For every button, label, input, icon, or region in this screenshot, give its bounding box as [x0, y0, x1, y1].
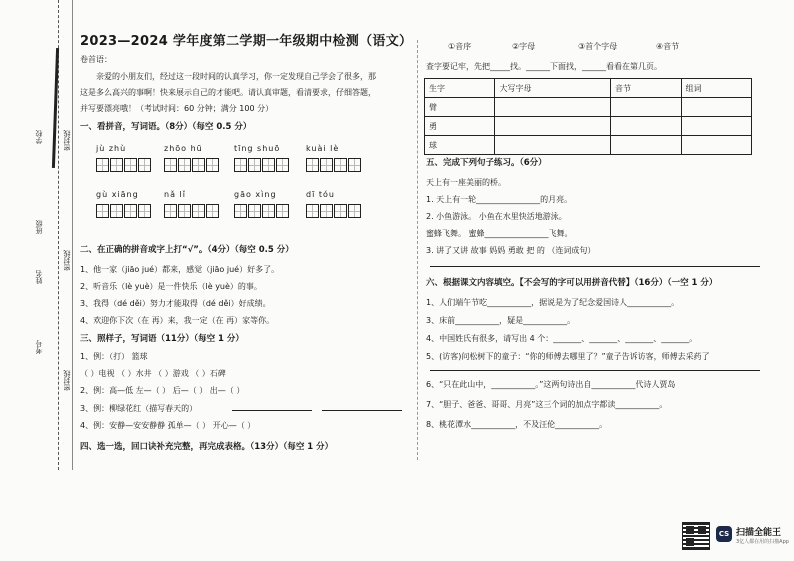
s6-line-5: 5、(访客)问松树下的童子：“你的师傅去哪里了？”童子告诉访客，师傅去采药了	[426, 352, 710, 361]
s5-line-3: 2. 小鱼游泳。 小鱼在水里快活地游泳。	[426, 212, 567, 221]
writing-box[interactable]	[124, 204, 137, 218]
writing-box[interactable]	[110, 158, 123, 172]
binding-label-seal: 密封线	[63, 130, 71, 151]
qr-code-icon	[682, 522, 710, 550]
writing-box[interactable]	[320, 204, 333, 218]
s2-line-2: 2、听音乐（lè yuè）是一件快乐（lè yuè）的事。	[80, 282, 262, 291]
writing-box[interactable]	[276, 158, 289, 172]
table-header-row	[425, 79, 752, 98]
s3-line-3: 2、例：高—低 左—（ ） 后—（ ） 出—（ ）	[80, 386, 245, 395]
table-row	[425, 136, 752, 155]
writing-box[interactable]	[248, 158, 261, 172]
scanner-watermark	[682, 522, 789, 552]
s5-line-2: 1. 天上有一轮________________的月亮。	[426, 195, 573, 204]
answer-line[interactable]	[430, 266, 760, 267]
table-header-cell: 音节	[611, 79, 681, 98]
writing-box[interactable]	[178, 158, 191, 172]
writing-box[interactable]	[138, 158, 151, 172]
pinyin-5: gù xiāng	[96, 190, 139, 199]
s5-line-1: 天上有一座美丽的桥。	[426, 178, 506, 187]
section-5-heading: 五、完成下列句子练习。（6分）	[426, 158, 547, 168]
writing-box[interactable]	[348, 158, 361, 172]
option-2: ②字母	[512, 42, 536, 51]
table-cell-blank[interactable]	[681, 136, 752, 155]
s3-line-4: 3、例：柳绿花红（描写春天的）	[80, 404, 198, 413]
writing-box[interactable]	[234, 158, 247, 172]
table-header-cell: 生字	[425, 79, 495, 98]
pinyin-2: zhōo hū	[164, 144, 203, 153]
writing-box[interactable]	[178, 204, 191, 218]
page-title: 2023—2024 学年度第二学期一年级期中检测（语文）	[80, 34, 413, 49]
s6-line-7: 7、“胆子、爸爸、哥哥、月亮”这三个词的加点字都读___________。	[426, 400, 668, 409]
pinyin-8: dī tóu	[306, 190, 335, 199]
s6-line-6: 6、“只在此山中，___________。”这两句诗出自___________代诗人贾岛	[426, 380, 676, 389]
table-cell-blank[interactable]	[611, 136, 681, 155]
s6-line-3: 3、床前___________，疑是___________。	[426, 316, 576, 325]
lookup-rhyme: 查字要记牢，先把_____找。______下面找，______看看在第几页。	[426, 62, 662, 71]
table-cell-char: 臂	[425, 98, 495, 117]
option-4: ④音节	[656, 42, 680, 51]
option-3: ③首个字母	[578, 42, 618, 51]
table-cell-blank[interactable]	[611, 117, 681, 136]
table-cell-blank[interactable]	[681, 98, 752, 117]
writing-box[interactable]	[320, 158, 333, 172]
s2-line-1: 1、他一家（jiāo jué）都来，感觉（jiāo jué）好多了。	[80, 265, 280, 274]
writing-box[interactable]	[96, 158, 109, 172]
writing-box[interactable]	[192, 204, 205, 218]
section-4-heading: 四、选一选，回口诀补充完整，再完成表格。（13分）（每空 1 分）	[80, 442, 334, 452]
writing-box[interactable]	[164, 158, 177, 172]
seal-line	[72, 0, 74, 470]
pinyin-7: gāo xìng	[234, 190, 277, 199]
writing-box[interactable]	[124, 158, 137, 172]
table-cell-blank[interactable]	[495, 136, 611, 155]
intro-line-2: 这是多么高兴的事啊！快来展示自己的才能吧。请认真审题，看清要求，仔细答题，	[80, 88, 376, 97]
table-cell-blank[interactable]	[495, 98, 611, 117]
writing-box[interactable]	[192, 158, 205, 172]
writing-box[interactable]	[334, 158, 347, 172]
section-6-heading: 六、根据课文内容填空。【不会写的字可以用拼音代替】（16分）（一空 1 分）	[426, 278, 718, 288]
pinyin-3: tīng shuō	[234, 144, 281, 153]
pinyin-1: jù zhù	[96, 144, 127, 153]
writing-box[interactable]	[262, 158, 275, 172]
binding-label-name: 姓名	[35, 270, 43, 284]
section-3-heading: 三、照样子，写词语（11分）（每空 1 分）	[80, 334, 244, 344]
s5-line-4: 蜜蜂飞舞。 蜜蜂________________飞舞。	[426, 229, 573, 238]
writing-box[interactable]	[276, 204, 289, 218]
answer-line[interactable]	[232, 410, 312, 411]
s3-line-5: 4、例：安静—安安静静 孤单—（ ） 开心—（ ）	[80, 421, 256, 430]
s3-line-2: （ ）电视 （ ）水井 （ ）游戏 （ ）石碑	[80, 369, 226, 378]
table-cell-char: 勇	[425, 117, 495, 136]
writing-box[interactable]	[348, 204, 361, 218]
pinyin-6: nǎ lǐ	[164, 190, 186, 199]
table-cell-blank[interactable]	[611, 98, 681, 117]
writing-box[interactable]	[334, 204, 347, 218]
s2-line-4: 4、欢迎你下次（在 再）来，我一定（在 再）家等你。	[80, 316, 275, 325]
section-2-heading: 二、在正确的拼音或字上打“√”。（4分）（每空 0.5 分）	[80, 245, 294, 255]
writing-box[interactable]	[262, 204, 275, 218]
table-header-cell: 大写字母	[495, 79, 611, 98]
character-table	[424, 78, 752, 155]
writing-box[interactable]	[110, 204, 123, 218]
intro-line-3: 并写要漂亮哦！（考试时间：60 分钟；满分 100 分）	[80, 104, 274, 113]
s6-line-8: 8、桃花潭水___________，不及汪伦___________。	[426, 420, 608, 429]
s2-line-3: 3、我得（dé děi）努力才能取得（dé děi）好成绩。	[80, 299, 271, 308]
table-row	[425, 117, 752, 136]
writing-box[interactable]	[206, 158, 219, 172]
section-1-heading: 一、看拼音，写词语。（8分）（每空 0.5 分）	[80, 122, 252, 132]
table-cell-char: 球	[425, 136, 495, 155]
writing-box[interactable]	[96, 204, 109, 218]
option-1: ①音序	[448, 42, 472, 51]
table-cell-blank[interactable]	[681, 117, 752, 136]
writing-box[interactable]	[306, 204, 319, 218]
binding-label-id: 考号	[35, 340, 43, 354]
writing-box[interactable]	[164, 204, 177, 218]
intro-line-1: 亲爱的小朋友们，经过这一段时间的认真学习，你一定发现自己学会了很多，那	[96, 72, 376, 81]
binding-label-seal-2: 密封线	[63, 250, 71, 271]
writing-box[interactable]	[138, 204, 151, 218]
pinyin-4: kuài lè	[306, 144, 340, 153]
table-row	[425, 98, 752, 117]
binding-label-seal-3: 密封线	[63, 370, 71, 391]
greeting-label: 卷首语：	[80, 55, 112, 64]
binding-label-class: 班级	[35, 220, 43, 234]
writing-box[interactable]	[234, 204, 247, 218]
s6-line-4: 4、中国姓氏有很多，请写出 4 个：_______、_______、_______、_______。	[426, 334, 698, 343]
column-divider	[417, 40, 419, 460]
writing-box[interactable]	[206, 204, 219, 218]
binding-label-school: 学校	[35, 130, 43, 144]
writing-box[interactable]	[248, 204, 261, 218]
table-header-cell: 组词	[681, 79, 752, 98]
scanner-app-name: 扫描全能王	[736, 528, 782, 538]
s3-line-1: 1、例：（打） 篮球	[80, 352, 148, 361]
s5-line-5: 3. 讲了又讲 故事 妈妈 勇敢 把 的 （连词成句）	[426, 246, 596, 255]
answer-line[interactable]	[430, 370, 760, 371]
camscanner-logo-icon: CS	[716, 526, 732, 542]
answer-line[interactable]	[322, 410, 402, 411]
s6-line-1: 1、人们端午节吃___________，据说是为了纪念爱国诗人___________。	[426, 298, 680, 307]
writing-box[interactable]	[306, 158, 319, 172]
scanner-tagline: 3亿人都在用的扫描App	[736, 539, 789, 545]
table-cell-blank[interactable]	[495, 117, 611, 136]
